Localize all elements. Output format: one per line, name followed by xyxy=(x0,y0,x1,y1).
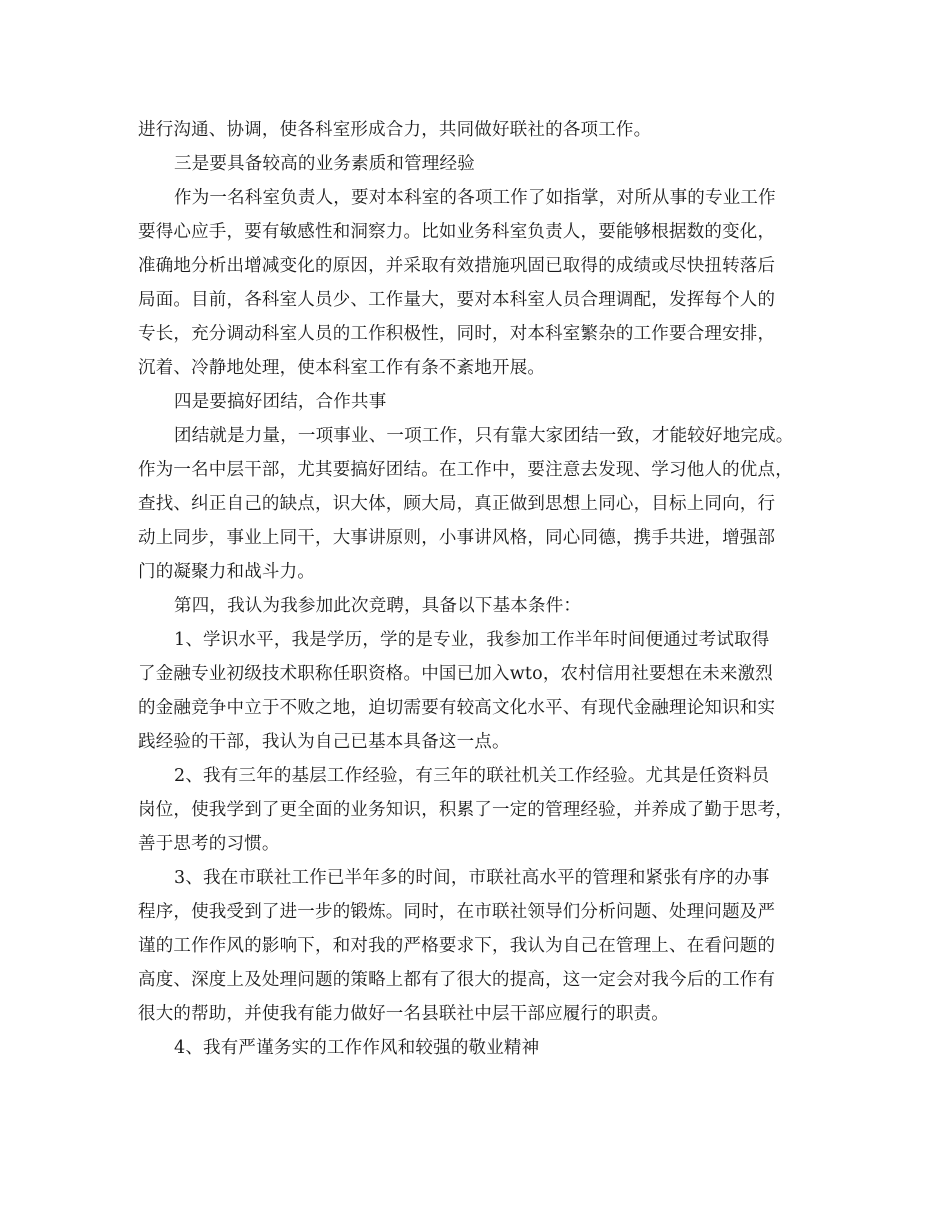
text-line: 程序，使我受到了进一步的锻炼。同时，在市联社领导们分析问题、处理问题及严 xyxy=(138,902,776,922)
text-line: 高度、深度上及处理问题的策略上都有了很大的提高，这一定会对我今后的工作有 xyxy=(138,970,776,990)
text-line: 1、学识水平，我是学历，学的是专业，我参加工作半年时间便通过考试取得 xyxy=(174,630,770,650)
section-heading: 三是要具备较高的业务素质和管理经验 xyxy=(174,154,475,174)
section-heading: 四是要搞好团结，合作共事 xyxy=(174,392,387,412)
text-line: 局面。目前，各科室人员少、工作量大，要对本科室人员合理调配，发挥每个人的 xyxy=(138,290,776,310)
text-line: 团结就是力量，一项事业、一项工作，只有靠大家团结一致，才能较好地完成。 xyxy=(174,426,794,446)
text-line: 动上同步，事业上同干，大事讲原则，小事讲风格，同心同德，携手共进，增强部 xyxy=(138,528,776,548)
text-line: 专长，充分调动科室人员的工作积极性，同时，对本科室繁杂的工作要合理安排， xyxy=(138,324,776,344)
text-line: 善于思考的习惯。 xyxy=(138,834,280,854)
text-line: 岗位，使我学到了更全面的业务知识，积累了一定的管理经验，并养成了勤于思考， xyxy=(138,800,793,820)
text-line: 践经验的干部，我认为自己已基本具备这一点。 xyxy=(138,732,510,752)
text-line: 作为一名科室负责人，要对本科室的各项工作了如指掌，对所从事的专业工作 xyxy=(174,188,776,208)
text-line: 作为一名中层干部，尤其要搞好团结。在工作中，要注意去发现、学习他人的优点， xyxy=(138,460,793,480)
text-line: 2、我有三年的基层工作经验，有三年的联社机关工作经验。尤其是任资料员 xyxy=(174,766,770,786)
text-line: 4、我有严谨务实的工作作风和较强的敬业精神 xyxy=(174,1038,540,1058)
text-line: 要得心应手，要有敏感性和洞察力。比如业务科室负责人，要能够根据数的变化， xyxy=(138,222,776,242)
text-line: 沉着、冷静地处理，使本科室工作有条不紊地开展。 xyxy=(138,358,546,378)
text-line: 了金融专业初级技术职称任职资格。中国已加入wto，农村信用社要想在未来激烈 xyxy=(138,664,773,684)
text-line: 的金融竞争中立于不败之地，迫切需要有较高文化水平、有现代金融理论知识和实 xyxy=(138,698,776,718)
text-line: 进行沟通、协调，使各科室形成合力，共同做好联社的各项工作。 xyxy=(138,120,652,140)
text-line: 谨的工作作风的影响下，和对我的严格要求下，我认为自己在管理上、在看问题的 xyxy=(138,936,776,956)
text-line: 3、我在市联社工作已半年多的时间，市联社高水平的管理和紧张有序的办事 xyxy=(174,868,770,888)
text-line: 门的凝聚力和战斗力。 xyxy=(138,562,315,582)
text-line: 很大的帮助，并使我有能力做好一名县联社中层干部应履行的职责。 xyxy=(138,1004,669,1024)
text-line: 准确地分析出增减变化的原因，并采取有效措施巩固已取得的成绩或尽快扭转落后 xyxy=(138,256,776,276)
text-line: 查找、纠正自己的缺点，识大体，顾大局，真正做到思想上同心，目标上同向，行 xyxy=(138,494,776,514)
section-heading: 第四，我认为我参加此次竞聘，具备以下基本条件： xyxy=(174,596,582,616)
